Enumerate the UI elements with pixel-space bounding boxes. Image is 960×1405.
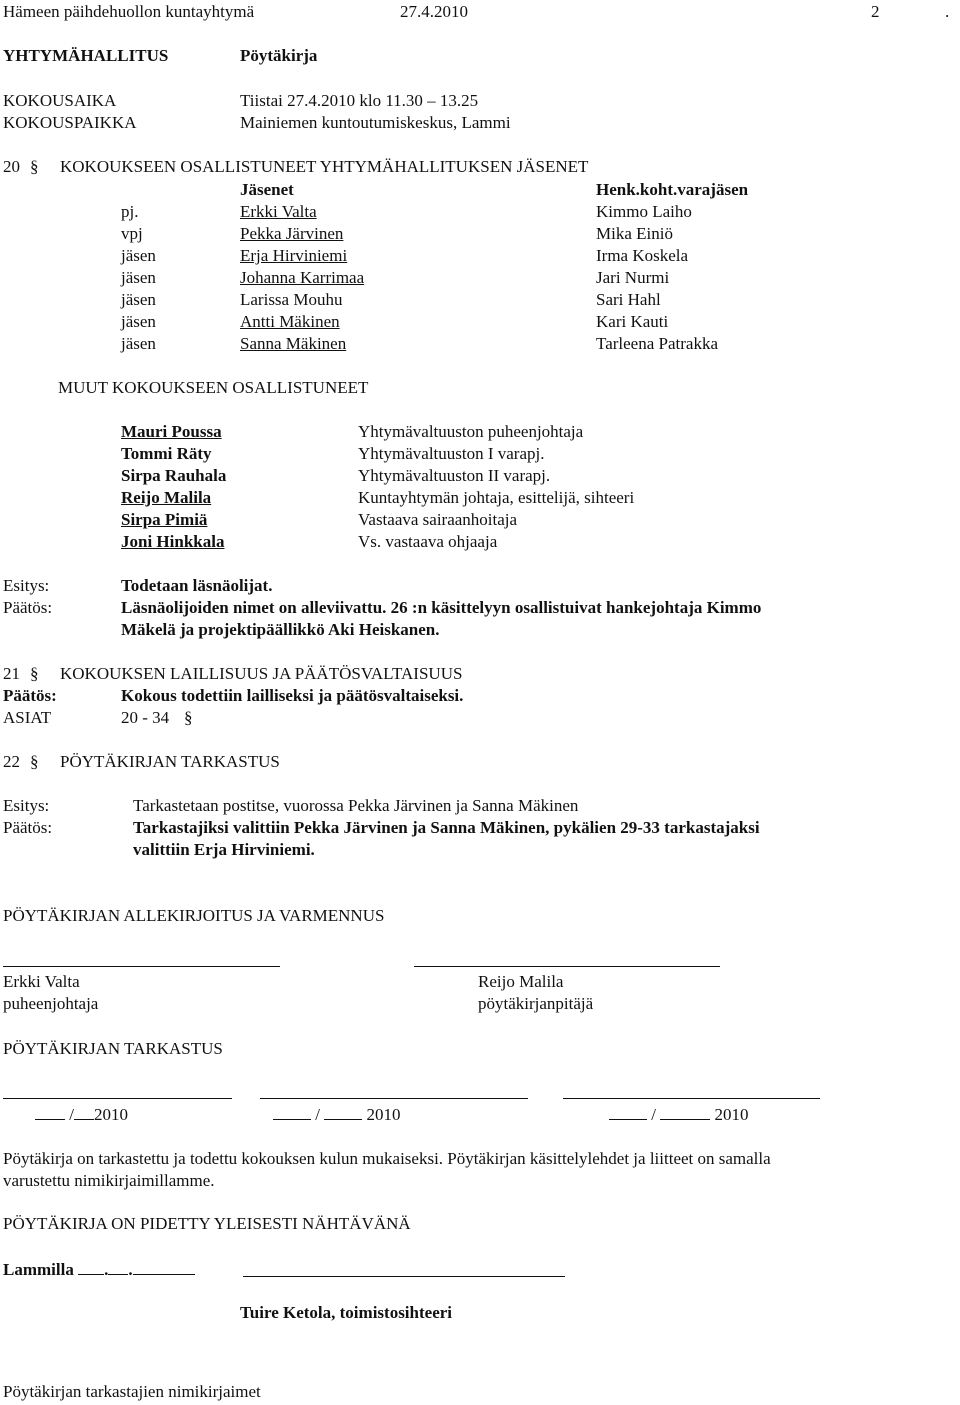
paatos-text: Läsnäolijoiden nimet on alleviivattu. 26 :n käsittelyyn osallistuivat hankejohtaja Kimmo — [121, 598, 762, 617]
paatos-text-cont: valittiin Erja Hirviniemi. — [133, 840, 315, 859]
participant-name: Joni Hinkkala — [121, 532, 225, 551]
date-dot: . — [104, 1260, 109, 1279]
member-name: Erkki Valta — [240, 202, 317, 221]
date-year: 2010 — [366, 1105, 401, 1124]
signature-line — [414, 966, 720, 967]
meeting-place: Mainiemen kuntoutumiskeskus, Lammi — [240, 113, 511, 132]
notice-signer: Tuire Ketola, toimistosihteeri — [240, 1303, 453, 1322]
date-blank — [78, 1259, 104, 1275]
esitys-text: Tarkastetaan postitse, vuorossa Pekka Järvinen ja Sanna Mäkinen — [133, 796, 579, 815]
section-sign: § — [30, 752, 39, 771]
signatures-title: PÖYTÄKIRJAN ALLEKIRJOITUS JA VARMENNUS — [3, 906, 385, 925]
deputy-name: Irma Koskela — [596, 246, 689, 265]
doc-type: Pöytäkirja — [240, 46, 318, 65]
review-title: PÖYTÄKIRJAN TARKASTUS — [3, 1039, 223, 1058]
member-name: Erja Hirviniemi — [240, 246, 348, 265]
paatos-text-cont: Mäkelä ja projektipäällikkö Aki Heiskanen. — [121, 620, 440, 639]
reviewer-signature-line — [563, 1098, 820, 1099]
deputy-name: Jari Nurmi — [596, 268, 670, 287]
participant-name: Tommi Räty — [121, 444, 212, 463]
section-sign: § — [30, 157, 39, 176]
paatos-text: Kokous todettiin lailliseksi ja päätösvaltaiseksi. — [121, 686, 464, 705]
date-blank — [660, 1104, 710, 1120]
meeting-time-label: KOKOUSAIKA — [3, 91, 117, 110]
date-year: 2010 — [714, 1105, 749, 1124]
notice-place: Lammilla — [3, 1260, 74, 1279]
member-name: Pekka Järvinen — [240, 224, 344, 243]
paatos-text: Tarkastajiksi valittiin Pekka Järvinen ja Sanna Mäkinen, pykälien 29-33 tarkastajaksi — [133, 818, 760, 837]
date-sep: / — [315, 1105, 320, 1124]
date-blank — [273, 1104, 311, 1120]
notice-place-line — [3, 1259, 195, 1280]
section-21-title: KOKOUKSEN LAILLISUUS JA PÄÄTÖSVALTAISUUS — [60, 664, 463, 683]
section-sign: § — [30, 664, 39, 683]
date-dot: . — [128, 1260, 133, 1279]
chair-name: Erkki Valta — [3, 972, 80, 991]
member-role: jäsen — [121, 312, 156, 331]
header-dot: . — [945, 2, 950, 21]
member-role: jäsen — [121, 334, 156, 353]
date-blank — [108, 1259, 128, 1275]
deputy-name: Sari Hahl — [596, 290, 661, 309]
date-blank — [609, 1104, 647, 1120]
section-20-title: KOKOUKSEEN OSALLISTUNEET YHTYMÄHALLITUKSEN JÄSENET — [60, 157, 589, 176]
participant-title: Vastaava sairaanhoitaja — [358, 510, 518, 529]
review-note-cont: varustettu nimikirjaimillamme. — [3, 1171, 215, 1190]
notice-signature-line — [243, 1276, 565, 1277]
date-blank — [324, 1104, 362, 1120]
signature-line — [3, 966, 280, 967]
footer-initials: Pöytäkirjan tarkastajien nimikirjaimet — [3, 1382, 261, 1401]
member-name: Antti Mäkinen — [240, 312, 340, 331]
section-22-title: PÖYTÄKIRJAN TARKASTUS — [60, 752, 280, 771]
esitys-text: Todetaan läsnäolijat. — [121, 576, 273, 595]
secretary-role: pöytäkirjanpitäjä — [478, 994, 594, 1013]
notice-title: PÖYTÄKIRJA ON PIDETTY YLEISESTI NÄHTÄVÄNÄ — [3, 1214, 411, 1233]
reviewer-signature-line — [3, 1098, 232, 1099]
participant-name: Mauri Poussa — [121, 422, 222, 441]
date-blank — [133, 1259, 195, 1275]
member-role: jäsen — [121, 268, 156, 287]
participant-name: Reijo Malila — [121, 488, 212, 507]
asiat-range: 20 - 34 — [121, 708, 170, 727]
participant-title: Kuntayhtymän johtaja, esittelijä, sihteeri — [358, 488, 635, 507]
reviewer-signature-line — [260, 1098, 528, 1099]
participant-title: Yhtymävaltuuston puheenjohtaja — [358, 422, 584, 441]
participant-title: Yhtymävaltuuston I varapj. — [358, 444, 545, 463]
header-org: Hämeen päihdehuollon kuntayhtymä — [3, 2, 255, 21]
review-note: Pöytäkirja on tarkastettu ja todettu kokouksen kulun mukaiseksi. Pöytäkirjan käsittelylehdet ja liitteet on samalla — [3, 1149, 771, 1168]
member-role: jäsen — [121, 246, 156, 265]
deputies-header: Henk.koht.varajäsen — [596, 180, 749, 199]
member-name: Johanna Karrimaa — [240, 268, 365, 287]
date-sep: / — [69, 1105, 74, 1124]
member-role: pj. — [121, 202, 139, 221]
member-name: Sanna Mäkinen — [240, 334, 347, 353]
board-name: YHTYMÄHALLITUS — [3, 46, 169, 65]
date-year: 2010 — [93, 1105, 128, 1124]
section-sign: § — [184, 708, 193, 727]
section-22-number: 22 — [3, 752, 20, 771]
meeting-place-label: KOKOUSPAIKKA — [3, 113, 137, 132]
paatos-label: Päätös: — [3, 818, 53, 837]
member-role: jäsen — [121, 290, 156, 309]
section-21-number: 21 — [3, 664, 20, 683]
header-page: 2 — [871, 2, 880, 21]
review-date-1 — [35, 1104, 128, 1125]
deputy-name: Tarleena Patrakka — [596, 334, 718, 353]
date-blank — [74, 1104, 94, 1120]
member-role: vpj — [121, 224, 143, 243]
others-title: MUUT KOKOUKSEEN OSALLISTUNEET — [58, 378, 369, 397]
member-name: Larissa Mouhu — [240, 290, 343, 309]
date-sep: / — [651, 1105, 656, 1124]
participant-title: Yhtymävaltuuston II varapj. — [358, 466, 551, 485]
members-header: Jäsenet — [240, 180, 294, 199]
secretary-name: Reijo Malila — [478, 972, 564, 991]
chair-role: puheenjohtaja — [3, 994, 99, 1013]
deputy-name: Kari Kauti — [596, 312, 669, 331]
review-date-3 — [609, 1104, 748, 1125]
deputy-name: Kimmo Laiho — [596, 202, 692, 221]
deputy-name: Mika Einiö — [596, 224, 673, 243]
header-date: 27.4.2010 — [400, 2, 468, 21]
section-20-number: 20 — [3, 157, 20, 176]
participant-title: Vs. vastaava ohjaaja — [358, 532, 498, 551]
date-blank — [35, 1104, 65, 1120]
asiat-label: ASIAT — [3, 708, 52, 727]
participant-name: Sirpa Pimiä — [121, 510, 208, 529]
review-date-2 — [273, 1104, 400, 1125]
esitys-label: Esitys: — [3, 796, 50, 815]
meeting-time: Tiistai 27.4.2010 klo 11.30 – 13.25 — [240, 91, 479, 110]
participant-name: Sirpa Rauhala — [121, 466, 227, 485]
paatos-label: Päätös: — [3, 598, 53, 617]
esitys-label: Esitys: — [3, 576, 50, 595]
paatos-label: Päätös: — [3, 686, 57, 705]
